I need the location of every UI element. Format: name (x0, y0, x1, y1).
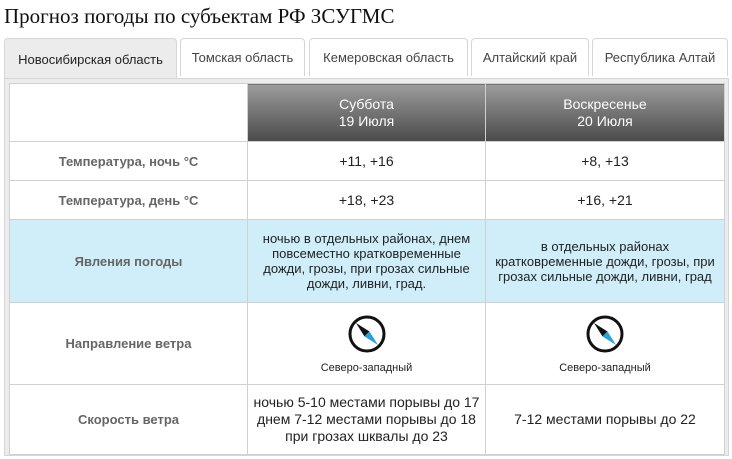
day-date: 20 Июля (577, 112, 633, 129)
phenomena-value: в отдельных районах кратковременные дожди, грозы, при грозах сильные дожди, ливни, град (486, 220, 725, 303)
wind-direction-cell (248, 303, 486, 385)
phenomena-value: ночью в отдельных районах, днем повсеместно кратковременные дожди, грозы, при грозах сильные дожди, ливни, град. (248, 220, 486, 303)
temp-night-value: +8, +13 (486, 142, 725, 181)
day-date: 19 Июля (338, 112, 395, 129)
tab-altai-krai[interactable]: Алтайский край (471, 38, 589, 76)
forecast-panel (4, 78, 729, 456)
temp-night-row (10, 142, 725, 181)
temp-night-value: +11, +16 (248, 142, 486, 181)
compass-icon (585, 314, 625, 354)
phenomena-label: Явления погоды (10, 220, 248, 303)
wind-speed-label: Скорость ветра (10, 385, 248, 455)
wind-direction-cell (486, 303, 725, 385)
tab-tomsk[interactable]: Томская область (180, 38, 305, 76)
temp-day-value: +16, +21 (486, 181, 725, 220)
phenomena-row (10, 220, 725, 303)
wind-direction-label: Направление ветра (10, 303, 248, 385)
temp-day-label: Температура, день °C (10, 181, 248, 220)
compass-icon (347, 314, 387, 354)
header-corner (10, 84, 248, 142)
forecast-table (9, 83, 725, 455)
tab-novosibirsk[interactable]: Новосибирская область (4, 38, 177, 79)
wind-direction-text: Северо-западный (320, 361, 413, 374)
wind-speed-value: 7-12 местами порывы до 22 (486, 385, 725, 455)
temp-day-value: +18, +23 (248, 181, 486, 220)
header-row (10, 84, 725, 142)
wind-speed-row (10, 385, 725, 455)
temp-night-label: Температура, ночь °C (10, 142, 248, 181)
tab-kemerovo[interactable]: Кемеровская область (309, 38, 468, 76)
day-header-sunday (486, 84, 725, 142)
day-header-saturday (248, 84, 486, 142)
wind-direction-row (10, 303, 725, 385)
wind-direction-text: Северо-западный (559, 361, 651, 374)
region-tabs (4, 38, 729, 79)
page-title: Прогноз погоды по субъектам РФ ЗСУГМС (4, 4, 395, 28)
tab-altai-republic[interactable]: Республика Алтай (592, 38, 728, 76)
wind-speed-value: ночью 5-10 местами порывы до 17 днем 7-12 местами порывы до 18 при грозах шквалы до 23 (248, 385, 486, 455)
day-name: Воскресенье (563, 95, 647, 112)
temp-day-row (10, 181, 725, 220)
day-name: Суббота (339, 95, 394, 112)
